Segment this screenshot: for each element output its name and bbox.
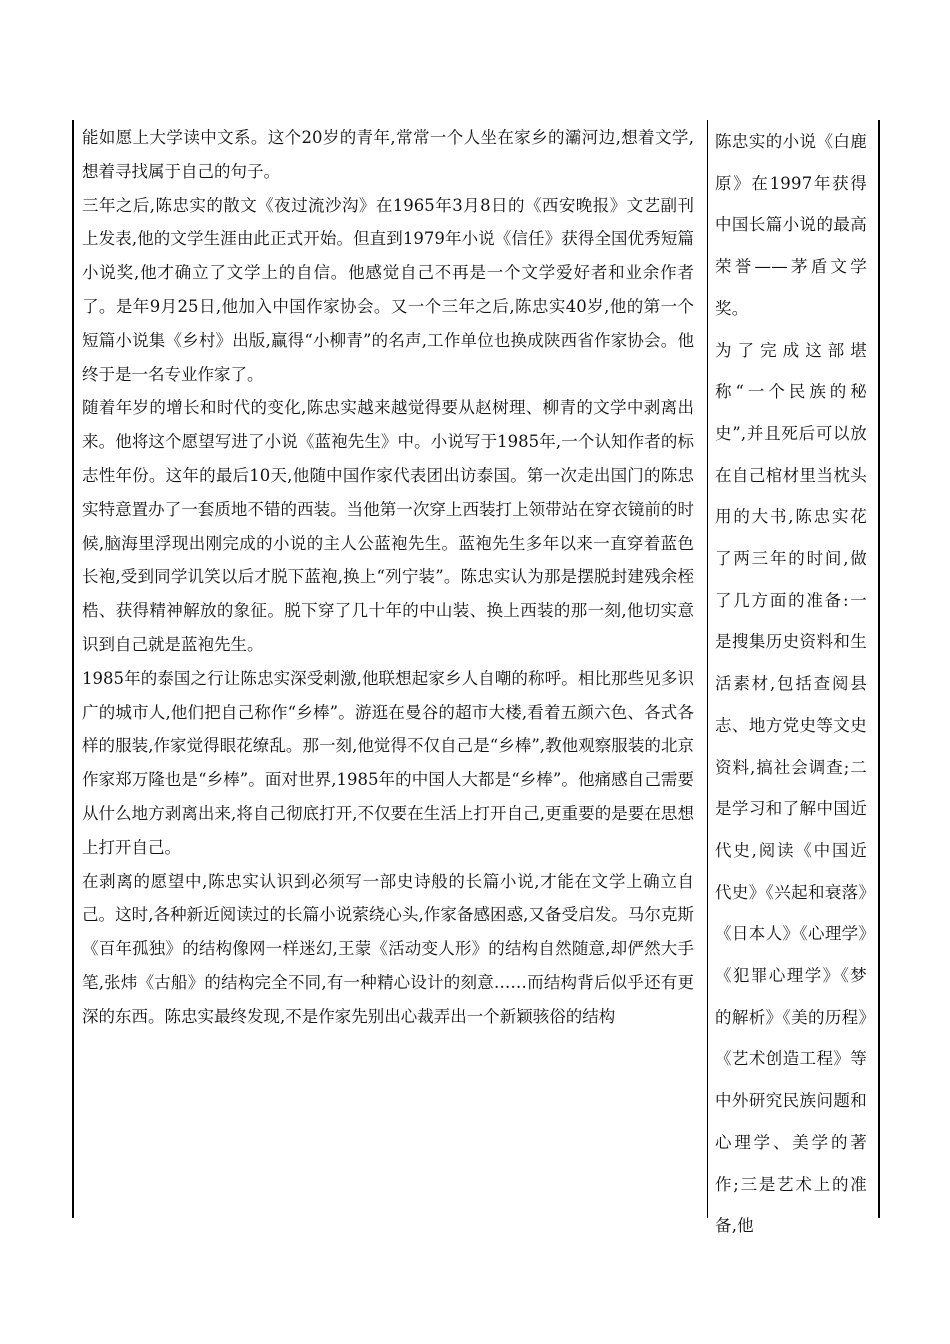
main-paragraph-4: 1985年的泰国之行让陈忠实深受刺激,他联想起家乡人自嘲的称呼。相比那些见多识广的城市人,他们把自己称作“乡棒”。游逛在曼谷的超市大楼,看着五颜六色、各式各样的服装,作家觉得眼花缭乱。那一刻,他觉得不仅自己是“乡棒”,教他观察服装的北京作家郑万隆也是“乡棒”。面对世界,1985年的中国人大都是“乡棒”。他痛感自己需要从什么地方剥离出来,将自己彻底打开,不仅要在生活上打开自己,更重要的是要在思想上打开自己。 xyxy=(82,668,694,857)
side-note-column xyxy=(715,121,867,1247)
main-paragraph-3: 随着年岁的增长和时代的变化,陈忠实越来越觉得要从赵树理、柳青的文学中剥离出来。他将这个愿望写进了小说《蓝袍先生》中。小说写于1985年,一个认知作者的标志性年份。这年的最后10天,他随中国作家代表团出访泰国。第一次走出国门的陈忠实特意置办了一套质地不错的西装。当他第一次穿上西装打上领带站在穿衣镜前的时候,脑海里浮现出刚完成的小说的主人公蓝袍先生。蓝袍先生多年以来一直穿着蓝色长袍,受到同学讥笑以后才脱下蓝袍,换上“列宁装”。陈忠实认为那是摆脱封建残余桎梏、获得精神解放的象征。脱下穿了几十年的中山装、换上西装的那一刻,他切实意识到自己就是蓝袍先生。 xyxy=(82,398,694,654)
column-divider-line xyxy=(707,120,708,1218)
main-paragraph-1: 能如愿上大学读中文系。这个20岁的青年,常常一个人坐在家乡的灞河边,想着文学,想着寻找属于自己的句子。 xyxy=(82,128,694,181)
right-border-line xyxy=(878,120,880,1218)
side-paragraph-2: 为了完成这部堪称“一个民族的秘史”,并且死后可以放在自己棺材里当枕头用的大书,陈忠实花了两三年的时间,做了几方面的准备:一是搜集历史资料和生活素材,包括查阅县志、地方党史等文史资料,搞社会调查;二是学习和了解中国近代史,阅读《中国近代史》《兴起和衰落》《日本人》《心理学》《犯罪心理学》《梦的解析》《美的历程》《艺术创造工程》等中外研究民族问题和心理学、美学的著作;三是艺术上的准备,他 xyxy=(715,340,867,1236)
main-paragraph-2: 三年之后,陈忠实的散文《夜过流沙沟》在1965年3月8日的《西安晚报》文艺副刊上发表,他的文学生涯由此正式开始。但直到1979年小说《信任》获得全国优秀短篇小说奖,他才确立了文学上的自信。他感觉自己不再是一个文学爱好者和业余作者了。是年9月25日,他加入中国作家协会。又一个三年之后,陈忠实40岁,他的第一个短篇小说集《乡村》出版,赢得“小柳青”的名声,工作单位也换成陕西省作家协会。他终于是一名专业作家了。 xyxy=(82,195,694,384)
main-text-column xyxy=(82,121,694,1034)
left-border-line xyxy=(72,120,74,1218)
main-paragraph-5: 在剥离的愿望中,陈忠实认识到必须写一部史诗般的长篇小说,才能在文学上确立自己。这时,各种新近阅读过的长篇小说萦绕心头,作家备感困惑,又备受启发。马尔克斯《百年孤独》的结构像网一样迷幻,王蒙《活动变人形》的结构自然随意,却俨然大手笔,张炜《古船》的结构完全不同,有一种精心设计的刻意……而结构背后似乎还有更深的东西。陈忠实最终发现,不是作家先别出心裁弄出一个新颖骇俗的结构 xyxy=(82,871,694,1026)
side-paragraph-1: 陈忠实的小说《白鹿原》在1997年获得中国长篇小说的最高荣誉——茅盾文学奖。 xyxy=(715,132,867,318)
